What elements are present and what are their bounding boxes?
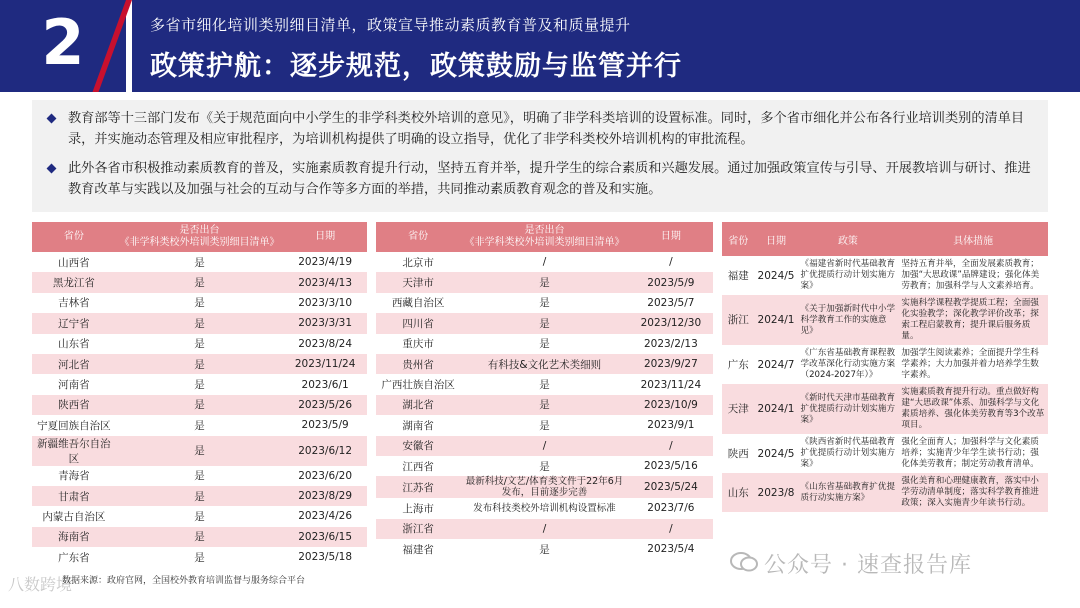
table-header-row xyxy=(32,222,367,252)
date-cell: / xyxy=(629,519,713,539)
date-cell: 2023/4/13 xyxy=(283,272,367,292)
table-row xyxy=(32,313,367,333)
table-row xyxy=(32,293,367,313)
table-row xyxy=(722,345,1048,384)
table-row xyxy=(722,434,1048,473)
issued-cell: 是 xyxy=(116,415,284,435)
table-row xyxy=(376,456,713,476)
bullet-text: 此外各省市积极推动素质教育的普及，实施素质教育提升行动，坚持五育并举，提升学生的综合素质和兴趣发展。通过加强政策宣传与引导、开展教培训与研讨、推进教育改革与实践以及加强与社会的互动与合作等多方面的举措，共同推动素质教育观念的普及和实施。 xyxy=(68,161,1031,197)
date-cell: 2023/4/26 xyxy=(283,506,367,526)
issued-cell: 是 xyxy=(460,395,629,415)
table-row xyxy=(376,374,713,394)
date-cell: 2023/7/6 xyxy=(629,498,713,518)
issued-cell: 是 xyxy=(460,313,629,333)
table-row xyxy=(376,539,713,559)
date-cell: 2023/6/15 xyxy=(283,527,367,547)
date-cell: 2023/8/24 xyxy=(283,334,367,354)
policy-cell: 《广东省基础教育课程教学改革深化行动实施方案（2024-2027年）》 xyxy=(798,345,899,384)
issued-cell: 有科技&文化艺术类细则 xyxy=(460,354,629,374)
table-row xyxy=(376,252,713,272)
province-cell: 贵州省 xyxy=(376,354,460,374)
province-list-table-2 xyxy=(376,222,713,559)
table-row xyxy=(32,415,367,435)
table-row xyxy=(722,295,1048,345)
table-row xyxy=(32,466,367,486)
issued-cell: 是 xyxy=(116,354,284,374)
date-cell: 2023/6/12 xyxy=(283,436,367,466)
province-cell: 辽宁省 xyxy=(32,313,116,333)
table-row xyxy=(32,506,367,526)
measures-cell: 实施科学课程教学提质工程；全面强化实验教学；深化教学评价改革；探索工程启蒙教育；提升课后服务质量。 xyxy=(898,295,1048,345)
table-row xyxy=(376,334,713,354)
date-cell: 2023/8/29 xyxy=(283,486,367,506)
table-row xyxy=(32,436,367,466)
table-row xyxy=(32,272,367,292)
province-cell: 山东 xyxy=(722,473,755,512)
table-row xyxy=(722,256,1048,295)
policy-cell: 《山东省基础教育扩优提质行动实施方案》 xyxy=(798,473,899,512)
column-header: 是否出台 《非学科类校外培训类别细目清单》 xyxy=(460,222,629,252)
header-banner xyxy=(0,0,1080,92)
measures-cell: 坚持五育并举，全面发展素质教育；加强“大思政课”品牌建设；强化体美劳教育；加强科学与人文素养培育。 xyxy=(898,256,1048,295)
logo-text: 八数跨境 xyxy=(8,575,73,594)
page-title: 政策护航：逐步规范，政策鼓励与监管并行 xyxy=(150,51,682,82)
summary-panel xyxy=(32,100,1048,212)
province-cell: 黑龙江省 xyxy=(32,272,116,292)
section-number-block xyxy=(0,0,126,92)
table-row xyxy=(376,476,713,498)
issued-cell: 是 xyxy=(116,395,284,415)
date-cell: 2024/5 xyxy=(755,434,798,473)
table-row xyxy=(32,547,367,567)
date-cell: 2023/3/10 xyxy=(283,293,367,313)
issued-cell: 是 xyxy=(460,272,629,292)
date-cell: 2023/5/16 xyxy=(629,456,713,476)
table-row xyxy=(32,334,367,354)
diamond-bullet-icon xyxy=(47,114,57,124)
issued-cell: 最新科技/文艺/体育类文件于22年6月发布，目前逐步完善 xyxy=(460,476,629,498)
table-row xyxy=(32,374,367,394)
province-cell: 山东省 xyxy=(32,334,116,354)
bullet-item xyxy=(48,108,1038,150)
column-header: 省份 xyxy=(32,222,116,252)
date-cell: 2024/1 xyxy=(755,384,798,434)
policy-measures-table xyxy=(722,222,1048,512)
date-cell: 2023/5/9 xyxy=(283,415,367,435)
province-cell: 四川省 xyxy=(376,313,460,333)
column-header: 日期 xyxy=(755,222,798,256)
bullet-text: 教育部等十三部门发布《关于规范面向中小学生的非学科类校外培训的意见》，明确了非学科类培训的设置标准。同时，多个省市细化并公布各行业培训类别的清单目录，并实施动态管理及相应审批程序，为培训机构提供了明确的设立指导，优化了非学科类校外培训机构的审批流程。 xyxy=(68,111,1025,147)
date-cell: / xyxy=(629,436,713,456)
table-row xyxy=(376,272,713,292)
issued-cell: 发布科技类校外培训机构设置标准 xyxy=(460,498,629,518)
issued-cell: 是 xyxy=(460,374,629,394)
province-cell: 重庆市 xyxy=(376,334,460,354)
province-cell: 湖北省 xyxy=(376,395,460,415)
province-cell: 浙江 xyxy=(722,295,755,345)
issued-cell: 是 xyxy=(116,527,284,547)
province-cell: 江苏省 xyxy=(376,476,460,498)
province-cell: 新疆维吾尔自治区 xyxy=(32,436,116,466)
table-row xyxy=(376,395,713,415)
issued-cell: 是 xyxy=(460,334,629,354)
table-row xyxy=(722,473,1048,512)
policy-cell: 《关于加强新时代中小学科学教育工作的实施意见》 xyxy=(798,295,899,345)
measures-cell: 强化全面育人；加强科学与文化素质培养；实施青少年学生读书行动；强化体美劳教育；制定劳动教育清单。 xyxy=(898,434,1048,473)
table-header-row xyxy=(722,222,1048,256)
date-cell: 2023/6/20 xyxy=(283,466,367,486)
column-header: 省份 xyxy=(376,222,460,252)
date-cell: 2023/12/30 xyxy=(629,313,713,333)
page-subtitle: 多省市细化培训类别细目清单，政策宣导推动素质教育普及和质量提升 xyxy=(150,16,631,34)
province-cell: 吉林省 xyxy=(32,293,116,313)
province-cell: 陕西省 xyxy=(32,395,116,415)
province-cell: 陕西 xyxy=(722,434,755,473)
table-row xyxy=(376,498,713,518)
issued-cell: 是 xyxy=(116,506,284,526)
province-cell: 福建 xyxy=(722,256,755,295)
province-cell: 广西壮族自治区 xyxy=(376,374,460,394)
policy-cell: 《福建省新时代基础教育扩优提质行动计划实施方案》 xyxy=(798,256,899,295)
issued-cell: 是 xyxy=(116,313,284,333)
date-cell: 2024/1 xyxy=(755,295,798,345)
issued-cell: 是 xyxy=(116,293,284,313)
province-cell: 北京市 xyxy=(376,252,460,272)
province-cell: 江西省 xyxy=(376,456,460,476)
province-cell: 福建省 xyxy=(376,539,460,559)
column-header: 省份 xyxy=(722,222,755,256)
province-cell: 青海省 xyxy=(32,466,116,486)
issued-cell: 是 xyxy=(116,374,284,394)
policy-cell: 《陕西省新时代基础教育扩优提质行动计划实施方案》 xyxy=(798,434,899,473)
column-header: 具体措施 xyxy=(898,222,1048,256)
date-cell: 2023/6/1 xyxy=(283,374,367,394)
province-cell: 山西省 xyxy=(32,252,116,272)
province-cell: 河北省 xyxy=(32,354,116,374)
issued-cell: / xyxy=(460,252,629,272)
table-row xyxy=(376,415,713,435)
table-row xyxy=(32,354,367,374)
province-cell: 天津市 xyxy=(376,272,460,292)
date-cell: 2023/9/1 xyxy=(629,415,713,435)
date-cell: 2023/5/26 xyxy=(283,395,367,415)
province-cell: 甘肃省 xyxy=(32,486,116,506)
table-row xyxy=(376,293,713,313)
table-row xyxy=(376,354,713,374)
date-cell: 2023/5/18 xyxy=(283,547,367,567)
measures-cell: 实施素质教育提升行动。重点做好构建“大思政课”体系、加强科学与文化素质培养、强化体美劳教育等3个改革项目。 xyxy=(898,384,1048,434)
province-cell: 西藏自治区 xyxy=(376,293,460,313)
province-cell: 宁夏回族自治区 xyxy=(32,415,116,435)
watermark-text: 公众号 · 速查报告库 xyxy=(764,553,972,578)
table-row xyxy=(376,313,713,333)
table-row xyxy=(32,527,367,547)
province-cell: 安徽省 xyxy=(376,436,460,456)
province-cell: 河南省 xyxy=(32,374,116,394)
table-row xyxy=(376,519,713,539)
date-cell: 2023/10/9 xyxy=(629,395,713,415)
issued-cell: 是 xyxy=(460,539,629,559)
issued-cell: 是 xyxy=(116,334,284,354)
column-header: 日期 xyxy=(629,222,713,252)
province-list-table-1 xyxy=(32,222,367,567)
issued-cell: 是 xyxy=(460,456,629,476)
date-cell: 2023/2/13 xyxy=(629,334,713,354)
column-header: 是否出台 《非学科类校外培训类别细目清单》 xyxy=(116,222,284,252)
issued-cell: 是 xyxy=(116,466,284,486)
diamond-bullet-icon xyxy=(47,164,57,174)
issued-cell: 是 xyxy=(116,436,284,466)
province-cell: 广东 xyxy=(722,345,755,384)
date-cell: 2023/5/4 xyxy=(629,539,713,559)
table-row xyxy=(376,436,713,456)
date-cell: 2024/5 xyxy=(755,256,798,295)
date-cell: 2024/7 xyxy=(755,345,798,384)
date-cell: 2023/5/7 xyxy=(629,293,713,313)
table-row xyxy=(32,486,367,506)
province-cell: 上海市 xyxy=(376,498,460,518)
date-cell: 2023/5/9 xyxy=(629,272,713,292)
table-row xyxy=(32,395,367,415)
wechat-icon xyxy=(730,552,758,572)
column-header: 政策 xyxy=(798,222,899,256)
province-cell: 广东省 xyxy=(32,547,116,567)
table-row xyxy=(32,252,367,272)
province-cell: 内蒙古自治区 xyxy=(32,506,116,526)
province-cell: 海南省 xyxy=(32,527,116,547)
bullet-item xyxy=(48,158,1038,200)
province-cell: 湖南省 xyxy=(376,415,460,435)
date-cell: 2023/4/19 xyxy=(283,252,367,272)
section-number: 2 xyxy=(41,6,85,79)
table-row xyxy=(722,384,1048,434)
measures-cell: 强化美育和心理健康教育，落实中小学劳动清单制度；落实科学教育推进政策；深入实施青少年读书行动。 xyxy=(898,473,1048,512)
issued-cell: 是 xyxy=(460,415,629,435)
date-cell: 2023/11/24 xyxy=(283,354,367,374)
issued-cell: / xyxy=(460,519,629,539)
date-cell: / xyxy=(629,252,713,272)
table-header-row xyxy=(376,222,713,252)
measures-cell: 加强学生阅读素养；全面提升学生科学素养；大力加强并着力培养学生数字素养。 xyxy=(898,345,1048,384)
date-cell: 2023/9/27 xyxy=(629,354,713,374)
issued-cell: 是 xyxy=(116,252,284,272)
province-cell: 浙江省 xyxy=(376,519,460,539)
issued-cell: 是 xyxy=(116,272,284,292)
date-cell: 2023/3/31 xyxy=(283,313,367,333)
province-cell: 天津 xyxy=(722,384,755,434)
date-cell: 2023/5/24 xyxy=(629,476,713,498)
date-cell: 2023/8 xyxy=(755,473,798,512)
issued-cell: / xyxy=(460,436,629,456)
issued-cell: 是 xyxy=(116,547,284,567)
data-source-note: 数据来源：政府官网，全国校外教育培训监督与服务综合平台 xyxy=(62,576,306,586)
date-cell: 2023/11/24 xyxy=(629,374,713,394)
policy-cell: 《新时代天津市基础教育扩优提质行动计划实施方案》 xyxy=(798,384,899,434)
column-header: 日期 xyxy=(283,222,367,252)
issued-cell: 是 xyxy=(116,486,284,506)
issued-cell: 是 xyxy=(460,293,629,313)
